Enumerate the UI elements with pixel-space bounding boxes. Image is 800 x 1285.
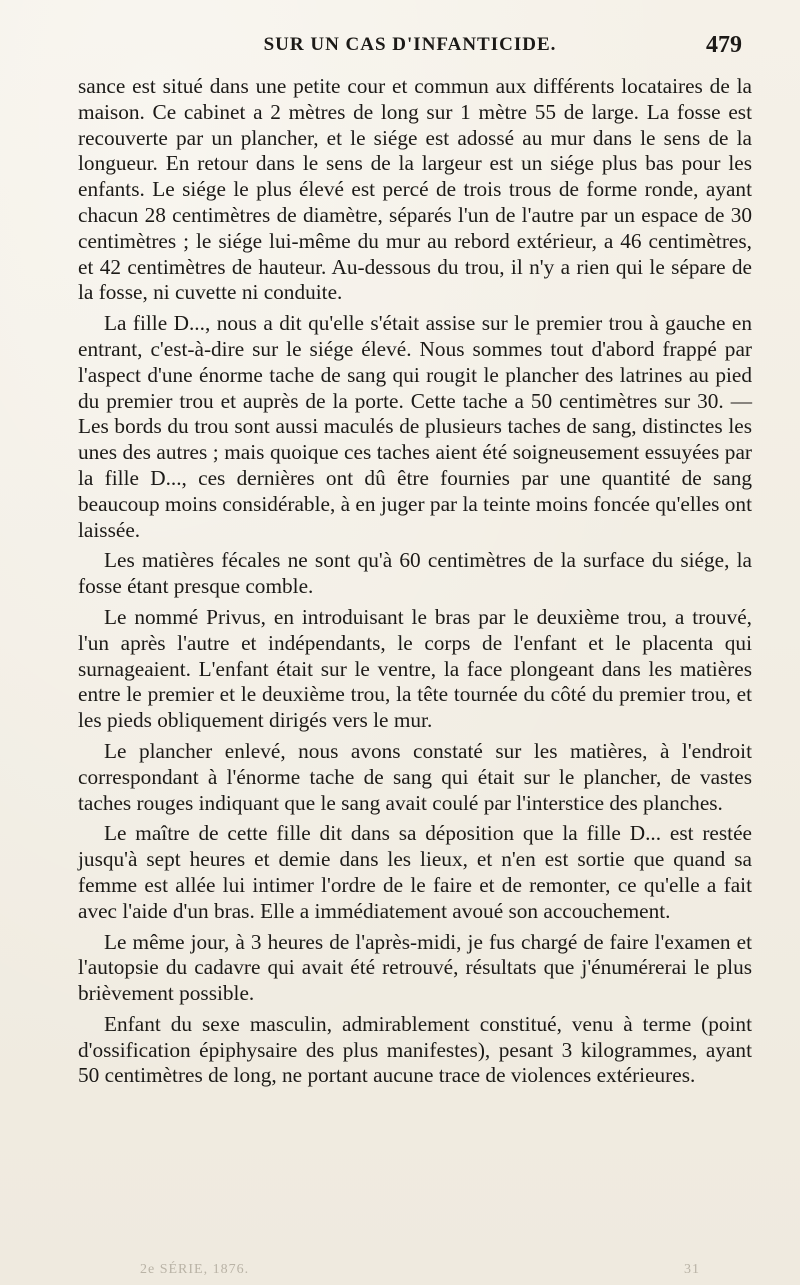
- paragraph: sance est situé dans une petite cour et commun aux différents locataires de la maison. Ce cabinet a 2 mètres de long sur 1 mètre 55 de large. La fosse est recouverte par un plancher, et le siége est adossé au mur dans le sens de la longueur. En retour dans le sens de la largeur est un siége plus bas pour les enfants. Le siége le plus élevé est percé de trois trous de forme ronde, ayant chacun 28 centimètres de diamètre, séparés l'un de l'autre par un espace de 30 centimètres ; le siége lui-même du mur au rebord extérieur, a 46 centimètres, et 42 centimètres de hauteur. Au-dessous du trou, il n'y a rien qui le sépare de la fosse, ni cuvette ni conduite.: [78, 74, 752, 305]
- paragraph: Enfant du sexe masculin, admirablement constitué, venu à terme (point d'ossification épiphysaire des plus manifestes), pesant 3 kilogrammes, ayant 50 centimètres de long, ne portant aucune trace de violences extérieures.: [78, 1011, 752, 1088]
- paragraph: Le même jour, à 3 heures de l'après-midi, je fus chargé de faire l'examen et l'autopsie du cadavre qui avait été retrouvé, résultats que j'énumérerai le plus brièvement possible.: [78, 929, 752, 1006]
- page-footer: [140, 1262, 700, 1282]
- body-text: [78, 74, 752, 1089]
- paragraph: Le maître de cette fille dit dans sa déposition que la fille D... est restée jusqu'à sept heures et demie dans les lieux, et n'en est sortie que quand sa femme est allée lui intimer l'ordre de le faire et de remonter, ce qu'elle a fait avec l'aide d'un bras. Elle a immédiatement avoué son accouchement.: [78, 821, 752, 923]
- footer-series: 2e SÉRIE, 1876.: [140, 1262, 250, 1277]
- page-header: [78, 34, 742, 64]
- paragraph: La fille D..., nous a dit qu'elle s'était assise sur le premier trou à gauche en entrant, c'est-à-dire sur le siége élevé. Nous sommes tout d'abord frappé par l'aspect d'une énorme tache de sang qui rougit le plancher des latrines au pied du premier trou et auprès de la porte. Cette tache a 50 centimètres sur 30. — Les bords du trou sont aussi maculés de plusieurs taches de sang, distinctes les unes des autres ; mais quoique ces taches aient été soigneusement essuyées par la fille D..., ces dernières ont dû être fournies par une quantité de sang beaucoup moins considérable, à en juger par la teinte moins foncée qu'elles ont laissée.: [78, 311, 752, 542]
- paragraph: Les matières fécales ne sont qu'à 60 centimètres de la surface du siége, la fosse étant presque comble.: [78, 548, 752, 599]
- paragraph: Le plancher enlevé, nous avons constaté sur les matières, à l'endroit correspondant à l'énorme tache de sang qui était sur le plancher, de vastes taches rouges indiquant que le sang avait coulé par l'interstice des planches.: [78, 738, 752, 815]
- running-title: SUR UN CAS D'INFANTICIDE.: [263, 34, 557, 55]
- page-number: 479: [706, 32, 742, 58]
- paragraph: Le nommé Privus, en introduisant le bras par le deuxième trou, a trouvé, l'un après l'autre et indépendants, le corps de l'enfant et le placenta qui surnageaient. L'enfant était sur le ventre, la face plongeant dans les matières entre le premier et le deuxième trou, la tête tournée du côté du premier trou, et les pieds obliquement dirigés vers le mur.: [78, 604, 752, 733]
- footer-signature: 31: [684, 1262, 700, 1277]
